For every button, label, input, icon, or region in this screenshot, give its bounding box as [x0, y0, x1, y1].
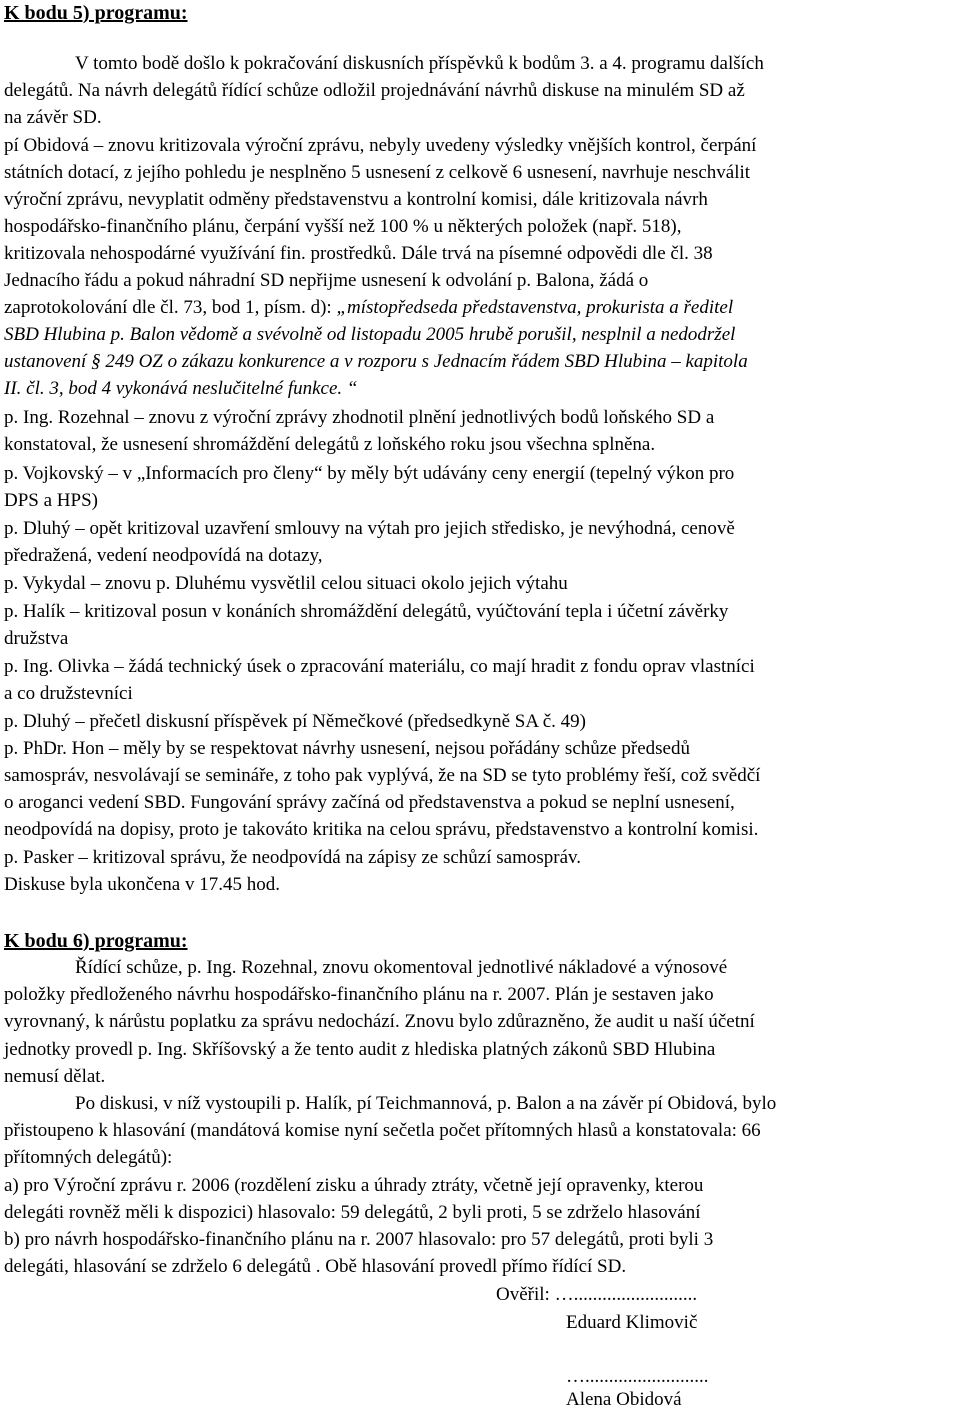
paragraph-line: přítomných delegátů): — [4, 1147, 173, 1168]
paragraph-line: přistoupeno k hlasování (mandátová komise nyní sečetla počet přítomných hlasů a konstatovala: 66 — [4, 1120, 761, 1141]
quoted-line: SBD Hlubina p. Balon vědomě a svévolně od listopadu 2005 hrubě porušil, nesplnil a nedodržel — [4, 324, 736, 345]
section-6-heading: K bodu 6) programu: — [4, 930, 188, 952]
paragraph-line: delegátů. Na návrh delegátů řídící schůze odložil projednávání návrhů diskuse na minulém SD až — [4, 80, 745, 101]
paragraph-line: p. Dluhý – přečetl diskusní příspěvek pí Němečkové (předsedkyně SA č. 49) — [4, 711, 587, 732]
paragraph-line: výroční zprávu, nevyplatit odměny představenstvu a kontrolní komisi, dále kritizovala návrh — [4, 189, 708, 210]
verifier-name: Eduard Klimovič — [566, 1312, 698, 1333]
paragraph-line: p. PhDr. Hon – měly by se respektovat návrhy usnesení, nejsou pořádány schůze předsedů — [4, 738, 690, 759]
paragraph-line: p. Vykydal – znovu p. Dluhému vysvětlil celou situaci okolo jejich výtahu — [4, 573, 568, 594]
paragraph-line: b) pro návrh hospodářsko-finančního plánu na r. 2007 hlasovalo: pro 57 delegátů, proti byli 3 — [4, 1229, 714, 1250]
paragraph-line: na závěr SD. — [4, 107, 102, 128]
paragraph-line: konstatoval, že usnesení shromáždění delegátů z loňského roku jsou všechna splněna. — [4, 434, 656, 455]
paragraph-line: p. Halík – kritizoval posun v konáních shromáždění delegátů, vyúčtování tepla i účetní závěrky — [4, 601, 729, 622]
paragraph-line: nemusí dělat. — [4, 1066, 106, 1087]
paragraph-line: družstva — [4, 628, 69, 649]
paragraph-line: o aroganci vedení SBD. Fungování správy začíná od představenstva a pokud se neplní usnesení, — [4, 792, 735, 813]
paragraph-line: a co družstevníci — [4, 683, 133, 704]
quoted-text: „místopředseda představenstva, prokurista a ředitel — [336, 297, 734, 318]
quoted-line: II. čl. 3, bod 4 vykonává neslučitelné funkce. “ — [4, 378, 358, 399]
paragraph-line: DPS a HPS) — [4, 490, 98, 511]
section-5-heading: K bodu 5) programu: — [4, 2, 188, 24]
second-signer-name: Alena Obidová — [566, 1389, 682, 1410]
paragraph-line: Řídící schůze, p. Ing. Rozehnal, znovu okomentoval jednotlivé nákladové a výnosové — [75, 957, 728, 978]
paragraph-line: pí Obidová – znovu kritizovala výroční zprávu, nebyly uvedeny výsledky vnějších kontrol, čerpání — [4, 135, 757, 156]
paragraph-line: delegáti, hlasování se zdrželo 6 delegátů . Obě hlasování provedl přímo řídící SD. — [4, 1256, 627, 1277]
paragraph-line: státních dotací, z jejího pohledu je nesplněno 5 usnesení z celkově 6 usnesení, navrhuje neschválit — [4, 162, 751, 183]
paragraph-line: jednotky provedl p. Ing. Skříšovský a že tento audit z hlediska platných zákonů SBD Hlubina — [4, 1039, 716, 1060]
signature-dots: ….......................... — [566, 1366, 709, 1387]
quoted-line: ustanovení § 249 OZ o zákazu konkurence a v rozporu s Jednacím řádem SBD Hlubina – kapitola — [4, 351, 748, 372]
paragraph-line: samospráv, nesvolávají se semináře, z toho pak vyplývá, že na SD se tyto problémy řeší, což svědčí — [4, 765, 761, 786]
paragraph-line: kritizovala nehospodárné využívání fin. prostředků. Dále trvá na písemné odpovědi dle čl. 38 — [4, 243, 713, 264]
paragraph-line: p. Vojkovský – v „Informacích pro členy“ by měly být udávány ceny energií (tepelný výkon pro — [4, 463, 735, 484]
paragraph-line: Jednacího řádu a pokud náhradní SD nepřijme usnesení k odvolání p. Balona, žádá o — [4, 270, 649, 291]
paragraph-line: neodpovídá na dopisy, proto je takováto kritika na celou správu, představenstvo a kontrolní komisi. — [4, 819, 759, 840]
paragraph-line: p. Dluhý – opět kritizoval uzavření smlouvy na výtah pro jejich středisko, je nevýhodná, cenově — [4, 518, 735, 539]
paragraph-line: p. Ing. Olivka – žádá technický úsek o zpracování materiálu, co mají hradit z fondu oprav vlastníci — [4, 656, 755, 677]
paragraph-line — [4, 297, 733, 319]
paragraph-line: p. Ing. Rozehnal – znovu z výroční zprávy zhodnotil plnění jednotlivých bodů loňského SD a — [4, 407, 715, 428]
paragraph-line: hospodářsko-finančního plánu, čerpání vyšší než 100 % u některých položek (např. 518), — [4, 216, 682, 237]
paragraph-line: p. Pasker – kritizoval správu, že neodpovídá na zápisy ze schůzí samospráv. — [4, 847, 582, 868]
paragraph-line: delegáti rovněž měli k dispozici) hlasovalo: 59 delegátů, 2 byli proti, 5 se zdrželo hlasování — [4, 1202, 701, 1223]
paragraph-line: Po diskusi, v níž vystoupili p. Halík, pí Teichmannová, p. Balon a na závěr pí Obidová, bylo — [75, 1093, 777, 1114]
paragraph-line: V tomto bodě došlo k pokračování diskusních příspěvků k bodům 3. a 4. programu dalších — [75, 53, 764, 74]
paragraph-line: a) pro Výroční zprávu r. 2006 (rozdělení zisku a úhrady ztráty, včetně její opravenky, kterou — [4, 1175, 704, 1196]
paragraph-line: Diskuse byla ukončena v 17.45 hod. — [4, 874, 280, 895]
paragraph-line: předražená, vedení neodpovídá na dotazy, — [4, 545, 323, 566]
verified-by-label: Ověřil: ….......................... — [496, 1284, 698, 1305]
paragraph-text: zaprotokolování dle čl. 73, bod 1, písm. d): — [4, 297, 337, 318]
paragraph-line: vyrovnaný, k nárůstu poplatku za správu nedochází. Znovu bylo zdůrazněno, že audit u naší účetní — [4, 1011, 755, 1032]
paragraph-line: položky předloženého návrhu hospodářsko-finančního plánu na r. 2007. Plán je sestaven jako — [4, 984, 714, 1005]
